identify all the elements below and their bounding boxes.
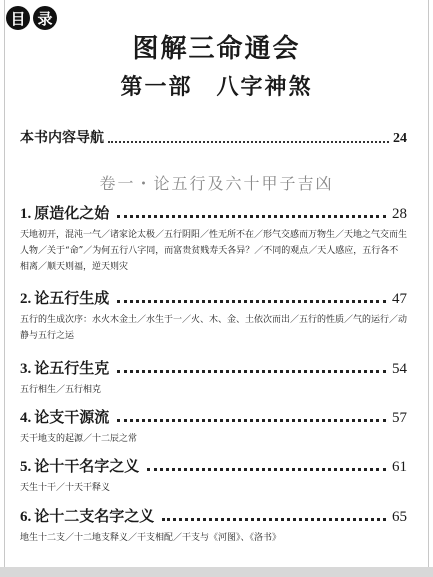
toc-entry[interactable] [20,456,407,496]
dot-leader [162,518,386,521]
contents-badge [6,6,57,30]
nav-entry[interactable] [20,127,407,147]
volume-title: 卷一・论五行及六十甲子吉凶 [99,174,334,193]
nav-entry-label: 本书内容导航 [20,130,104,146]
entry-number: 3. [20,361,32,377]
book-title: 图解三命通会 [132,34,301,64]
entry-title: 论支干源流 [34,408,110,426]
dot-leader [147,468,386,471]
toc-entry[interactable] [20,288,407,344]
entry-description: 天干地支的起源／十二辰之常 [20,434,138,444]
entry-title: 论十二支名字之义 [34,507,155,525]
entry-description: 天地初开，混沌一气／诸家论太极／五行阴阳／性无所不在／形气交感而万物生／天地之气交而生人物／关于“命”／为何五行八字同，而富贵贫贱寿夭各异？／不同的观点／天人感应，五行各不相离／顺天则福，逆天则灾 [20,230,408,272]
entry-page: 61 [392,459,407,475]
entry-page: 54 [392,361,407,377]
entry-description: 五行的生成次序：水火木金土／水生于一／火、木、金、土依次而出／五行的性质／气的运行／动静与五行之运 [20,315,408,341]
part-title: 第一部 八字神煞 [120,74,313,100]
toc-entry[interactable] [20,358,407,398]
entry-number: 1. [20,206,32,222]
entry-number: 6. [20,509,32,525]
dot-leader [108,141,389,143]
dot-leader [117,419,386,422]
entry-description: 天生十干／十天干释义 [20,483,111,493]
entry-title: 原造化之始 [34,204,110,222]
contents-badge-char-1: 目 [6,6,30,30]
toc-entry[interactable] [20,203,407,275]
entry-page: 47 [392,291,407,307]
entry-number: 2. [20,291,32,307]
dot-leader [117,300,386,303]
entry-description: 地生十二支／十二地支释义／干支相配／干支与《河图》、《洛书》 [20,533,282,543]
dot-leader [117,370,386,373]
entry-page: 57 [392,410,407,426]
dot-leader [117,215,386,218]
nav-entry-page: 24 [393,131,407,146]
entry-number: 5. [20,459,32,475]
contents-badge-char-2: 录 [33,6,57,30]
entry-title: 论十干名字之义 [34,457,140,475]
toc-entry[interactable] [20,407,407,447]
entry-title: 论五行生克 [34,359,110,377]
entry-page: 65 [392,509,407,525]
entry-page: 28 [392,206,407,222]
toc-entry[interactable] [20,506,407,546]
entry-title: 论五行生成 [34,289,110,307]
entry-description: 五行相生／五行相克 [20,385,102,395]
entry-number: 4. [20,410,32,426]
scan-bottom-band [0,567,433,577]
